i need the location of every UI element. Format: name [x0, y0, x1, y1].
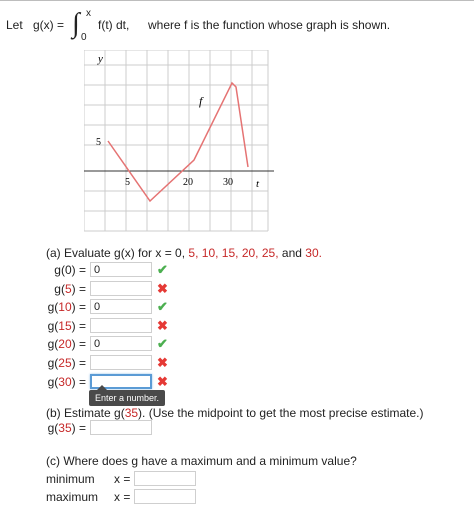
- g-arg: 15: [58, 319, 72, 333]
- maximum-x-eq: x =: [114, 490, 131, 504]
- g-end: ) =: [71, 319, 86, 333]
- g-arg: 20: [58, 337, 72, 351]
- g-row-label-text: [54, 282, 86, 296]
- g-input-25[interactable]: [90, 355, 152, 370]
- g35-label: [6, 420, 86, 435]
- and-text: and: [281, 246, 302, 260]
- function-graph: [84, 50, 274, 235]
- g-row-label-text: [48, 337, 86, 351]
- g-fn: g(: [47, 375, 59, 389]
- g-end: ) =: [71, 356, 86, 370]
- integral-lower-limit: 0: [81, 32, 87, 43]
- part-b-prompt: [46, 406, 424, 420]
- g35-input[interactable]: [90, 420, 152, 435]
- g-input-15[interactable]: [90, 318, 152, 333]
- x-tick-30: 30: [223, 177, 233, 188]
- integral-sign-icon: ∫: [72, 8, 80, 39]
- minimum-input[interactable]: [134, 471, 196, 486]
- x-value-25: 25,: [261, 246, 279, 260]
- g-of-x: g(x) =: [33, 18, 65, 32]
- cross-icon: ✖: [157, 281, 168, 296]
- g-arg: 30: [58, 375, 72, 389]
- g-row-label: [6, 374, 86, 389]
- g-arg: 0: [64, 263, 72, 277]
- part-c-prompt: (c) Where does g have a maximum and a minimum value?: [46, 454, 357, 468]
- enter-number-tooltip: Enter a number.: [89, 390, 165, 406]
- statement-rest: where f is the function whose graph is shown.: [148, 18, 391, 32]
- x-value-30: 30.: [305, 246, 322, 260]
- g-row-label: [6, 355, 86, 370]
- g-row-label: [6, 336, 86, 351]
- part-b-arg: 35: [124, 406, 139, 420]
- g-fn: g(: [47, 319, 59, 333]
- g-row-label: [6, 318, 86, 333]
- check-icon: ✔: [157, 336, 168, 351]
- minimum-label: minimum: [46, 472, 95, 486]
- t-axis-label: t: [256, 178, 260, 190]
- x-tick-20: 20: [183, 177, 193, 188]
- g-fn: g(: [54, 282, 65, 296]
- check-icon: ✔: [157, 262, 168, 277]
- minimum-x-eq: x =: [114, 472, 131, 486]
- g-row-label-text: [48, 319, 86, 333]
- g-arg: 25: [58, 356, 72, 370]
- x-value-10: 10,: [201, 246, 219, 260]
- g-fn: g(: [54, 263, 65, 277]
- g-end: ) =: [71, 282, 86, 296]
- part-b-prefix: (b) Estimate g(: [46, 406, 125, 420]
- g35-end: ) =: [71, 421, 86, 435]
- y-tick-5: 5: [96, 137, 101, 148]
- g-row-label-text: [54, 263, 86, 277]
- y-axis-label: y: [98, 53, 103, 65]
- g-end: ) =: [71, 263, 86, 277]
- g-input-20[interactable]: 0: [90, 336, 152, 351]
- g-row-label-text: [48, 356, 86, 370]
- g-fn: g(: [47, 337, 59, 351]
- part-a-prompt: [46, 246, 322, 260]
- g35-arg: 35: [58, 421, 72, 435]
- let-text: Let: [6, 18, 23, 32]
- integral-upper-limit: x: [86, 8, 91, 19]
- integrand: f(t) dt,: [98, 18, 130, 32]
- top-divider: [0, 0, 474, 1]
- g-end: ) =: [71, 337, 86, 351]
- g-arg: 10: [58, 300, 72, 314]
- problem-statement: [6, 8, 466, 46]
- part-b-suffix: ). (Use the midpoint to get the most precise estimate.): [138, 406, 424, 420]
- cross-icon: ✖: [157, 355, 168, 370]
- g-row-label-text: [48, 375, 86, 389]
- x-value-20: 20,: [241, 246, 259, 260]
- g-end: ) =: [71, 375, 86, 389]
- x-value-5: 5,: [188, 246, 199, 260]
- g-fn: g(: [47, 300, 59, 314]
- part-a-prefix: (a) Evaluate g(x) for x = 0,: [46, 246, 186, 260]
- maximum-label: maximum: [46, 490, 99, 504]
- cross-icon: ✖: [157, 318, 168, 333]
- g-arg: 5: [64, 282, 72, 296]
- g-row-label: [6, 281, 86, 296]
- g-input-5[interactable]: [90, 281, 152, 296]
- maximum-input[interactable]: [134, 489, 196, 504]
- graph-grid: [84, 50, 268, 231]
- curve-label: f: [199, 94, 203, 108]
- g-input-0[interactable]: 0: [90, 262, 152, 277]
- g-row-label-text: [48, 300, 86, 314]
- cross-icon: ✖: [157, 374, 168, 389]
- g-row-label: [6, 299, 86, 314]
- g-fn: g(: [47, 356, 59, 370]
- x-tick-5: 5: [125, 177, 130, 188]
- x-value-15: 15,: [221, 246, 239, 260]
- g-end: ) =: [71, 300, 86, 314]
- g-row-label: [6, 262, 86, 277]
- check-icon: ✔: [157, 299, 168, 314]
- g-input-10[interactable]: 0: [90, 299, 152, 314]
- g35-fn: g(: [47, 421, 59, 435]
